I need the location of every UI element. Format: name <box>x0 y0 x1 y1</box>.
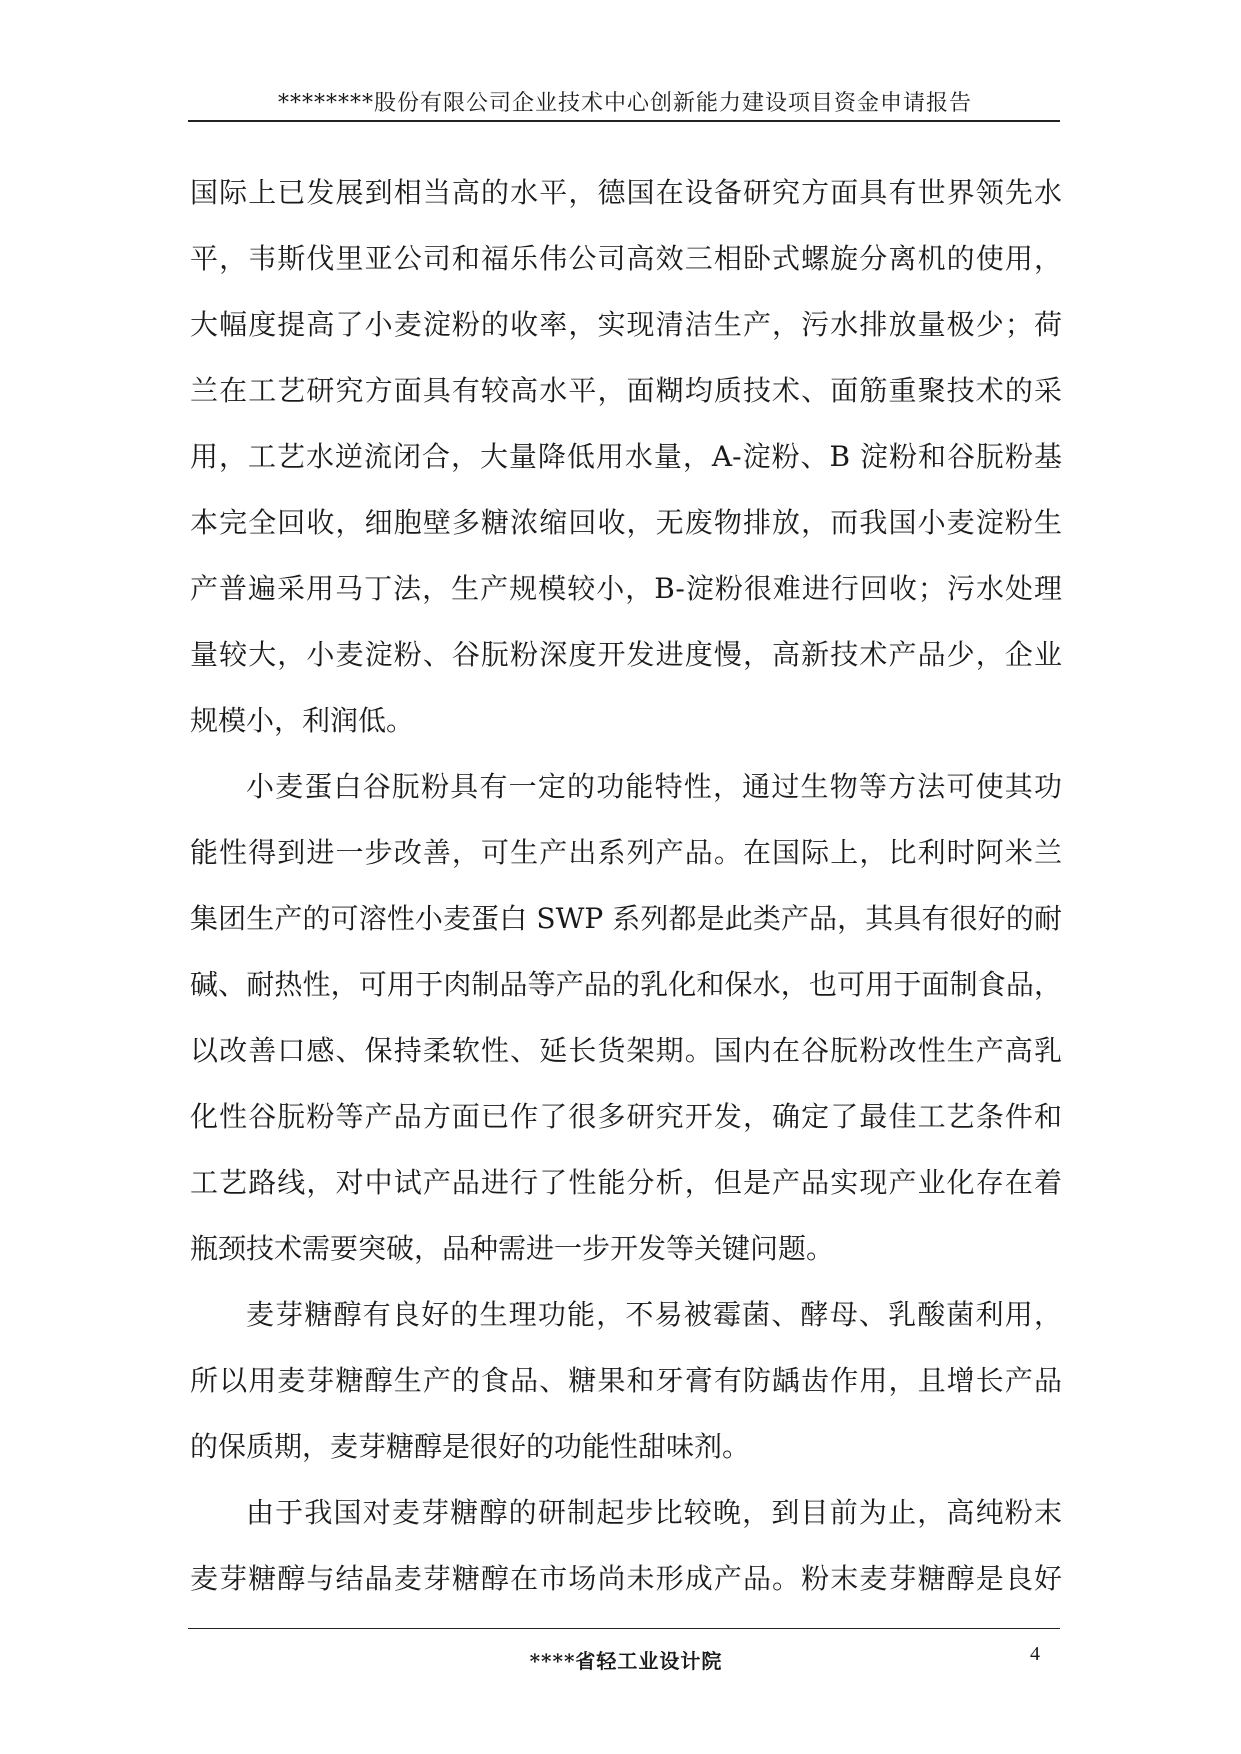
footer-organization: ****省轻工业设计院 <box>529 1649 723 1673</box>
body-text <box>190 160 1062 1612</box>
text-line: 平，韦斯伐里亚公司和福乐伟公司高效三相卧式螺旋分离机的使用， <box>190 242 1062 275</box>
page-number: 4 <box>1030 1643 1040 1665</box>
text-line: 工艺路线，对中试产品进行了性能分析，但是产品实现产业化存在着 <box>190 1166 1062 1199</box>
text-line: 集团生产的可溶性小麦蛋白 SWP 系列都是此类产品，其具有很好的耐 <box>190 902 1062 935</box>
text-line: 瓶颈技术需要突破，品种需进一步开发等关键问题。 <box>190 1232 835 1265</box>
text-line: 量较大，小麦淀粉、谷朊粉深度开发进度慢，高新技术产品少，企业 <box>190 638 1062 671</box>
text-line: 国际上已发展到相当高的水平，德国在设备研究方面具有世界领先水 <box>190 176 1062 209</box>
text-line: 小麦蛋白谷朊粉具有一定的功能特性，通过生物等方法可使其功 <box>246 770 1062 803</box>
footer-divider <box>188 1628 1060 1629</box>
text-line: 所以用麦芽糖醇生产的食品、糖果和牙膏有防龋齿作用，且增长产品 <box>190 1364 1062 1397</box>
text-line: 能性得到进一步改善，可生产出系列产品。在国际上，比利时阿米兰 <box>190 836 1062 869</box>
text-line: 本完全回收，细胞壁多糖浓缩回收，无废物排放，而我国小麦淀粉生 <box>190 506 1062 539</box>
header-divider <box>188 120 1060 122</box>
text-line: 兰在工艺研究方面具有较高水平，面糊均质技术、面筋重聚技术的采 <box>190 374 1062 407</box>
text-line: 用，工艺水逆流闭合，大量降低用水量，A-淀粉、B 淀粉和谷朊粉基 <box>190 440 1062 473</box>
text-line: 以改善口感、保持柔软性、延长货架期。国内在谷朊粉改性生产高乳 <box>190 1034 1062 1067</box>
text-line: 产普遍采用马丁法，生产规模较小，B-淀粉很难进行回收；污水处理 <box>190 572 1062 605</box>
text-line: 化性谷朊粉等产品方面已作了很多研究开发，确定了最佳工艺条件和 <box>190 1100 1062 1133</box>
text-line: 碱、耐热性，可用于肉制品等产品的乳化和保水，也可用于面制食品， <box>190 968 1062 1001</box>
running-header: ********股份有限公司企业技术中心创新能力建设项目资金申请报告 <box>277 91 972 116</box>
text-line: 大幅度提高了小麦淀粉的收率，实现清洁生产，污水排放量极少；荷 <box>190 308 1062 341</box>
text-line: 由于我国对麦芽糖醇的研制起步比较晚，到目前为止，高纯粉末 <box>246 1496 1062 1529</box>
text-line: 麦芽糖醇有良好的生理功能，不易被霉菌、酵母、乳酸菌利用， <box>246 1298 1062 1331</box>
text-line: 的保质期，麦芽糖醇是很好的功能性甜味剂。 <box>190 1430 751 1463</box>
text-line: 麦芽糖醇与结晶麦芽糖醇在市场尚未形成产品。粉末麦芽糖醇是良好 <box>190 1562 1062 1595</box>
text-line: 规模小，利润低。 <box>190 704 415 737</box>
